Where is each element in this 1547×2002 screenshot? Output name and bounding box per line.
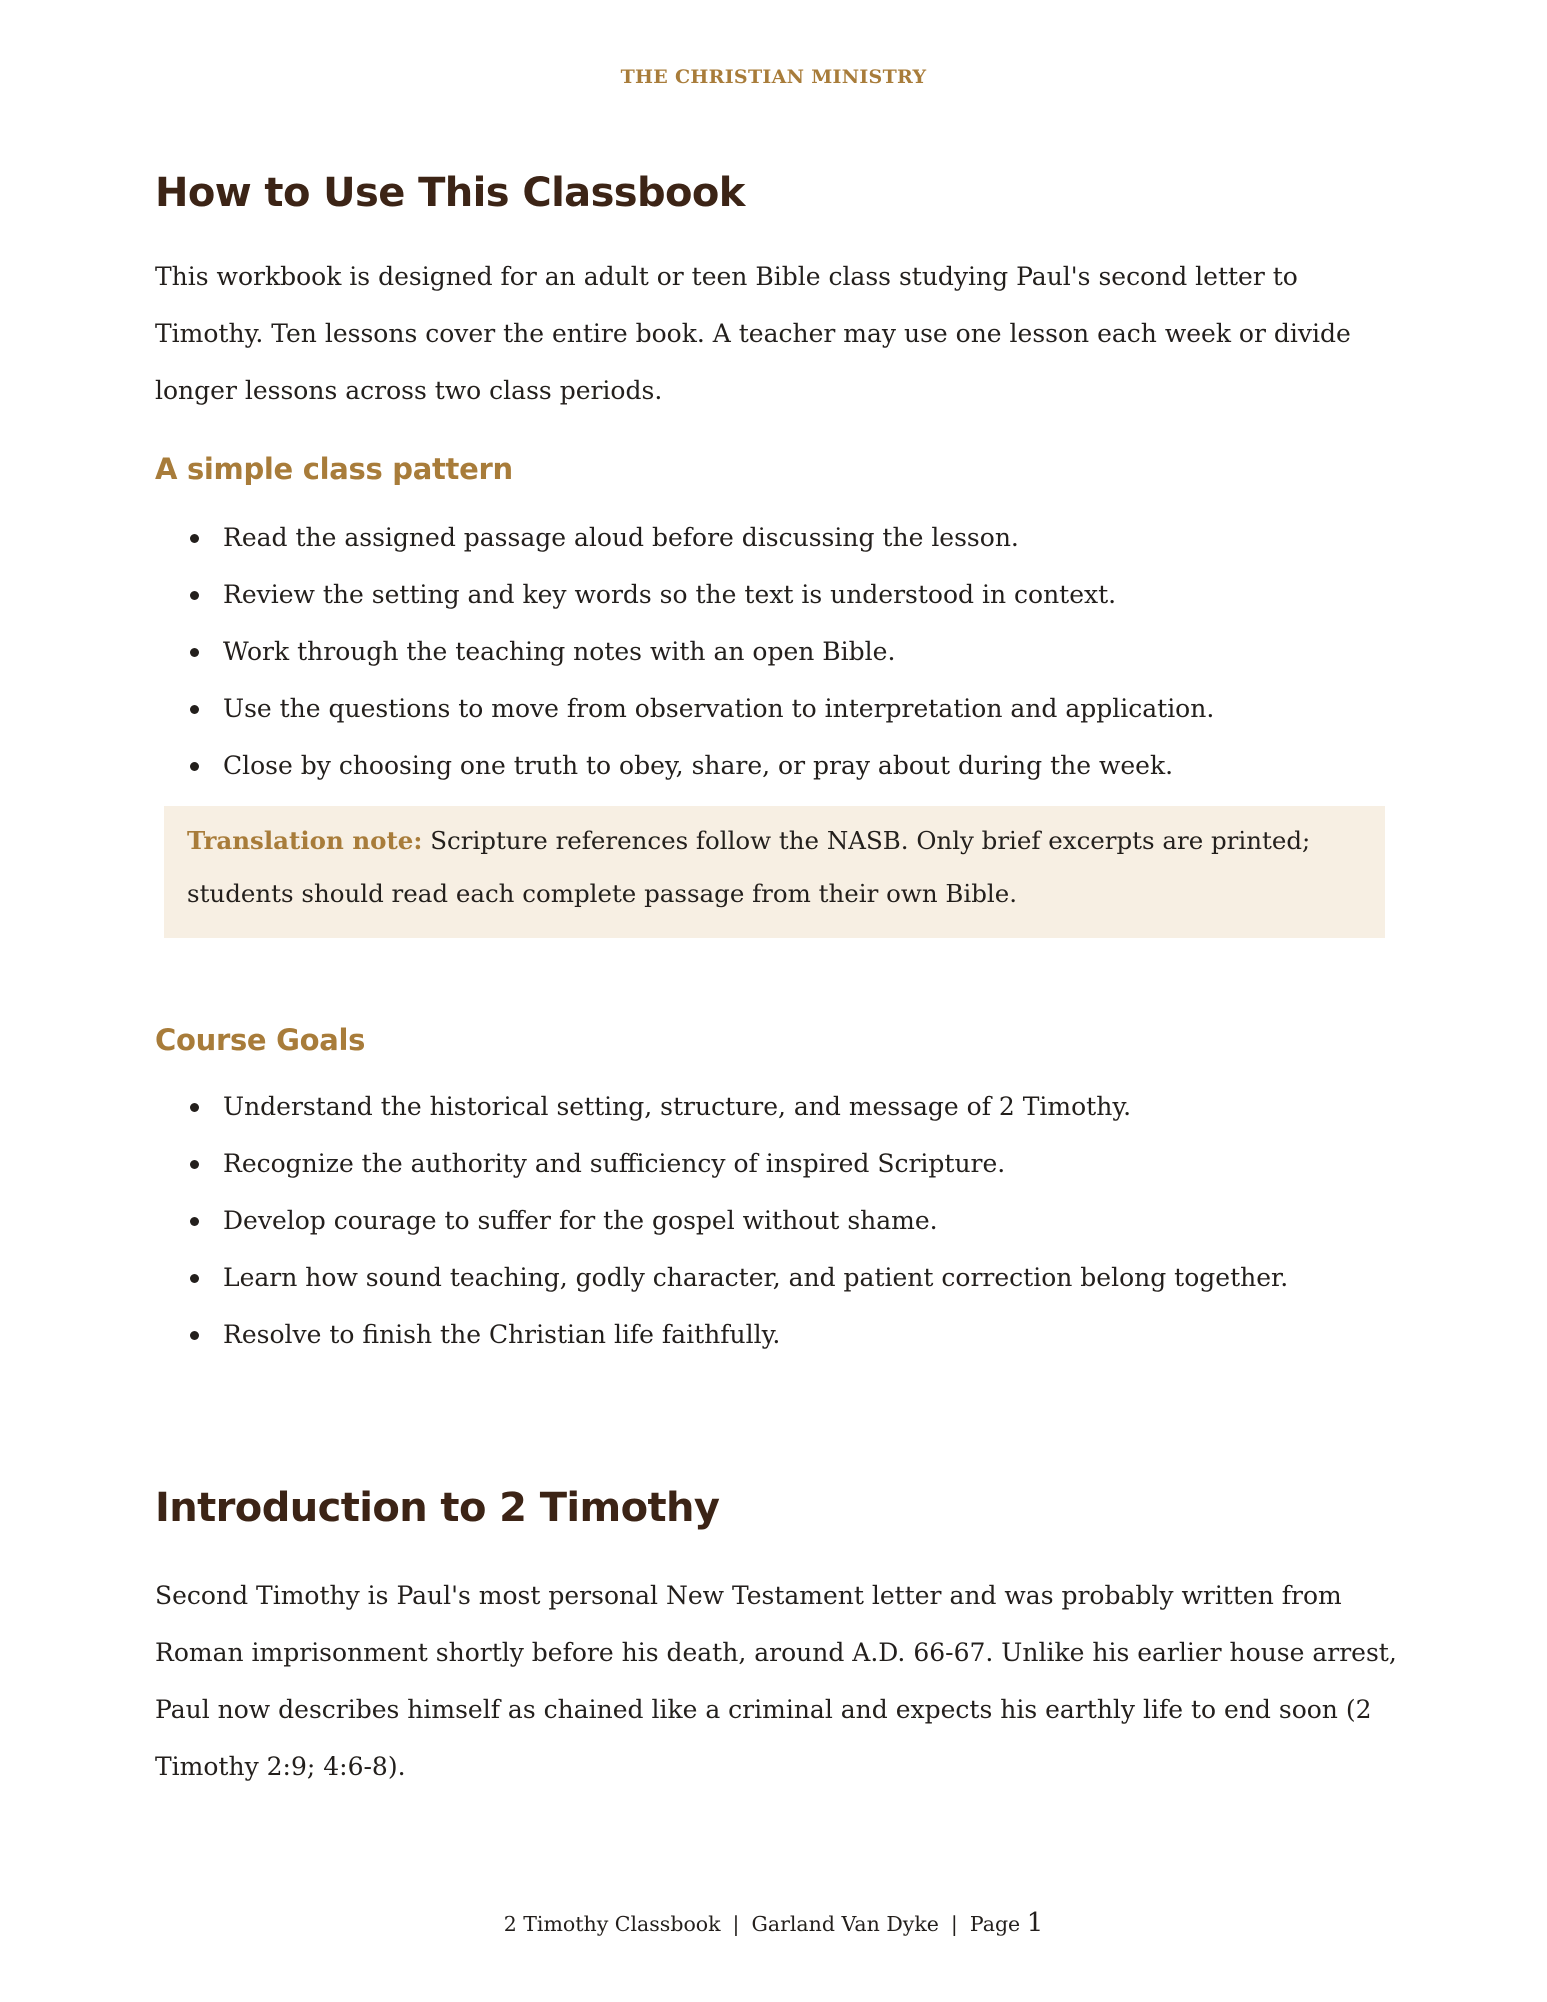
- footer-page-label: Page: [969, 1912, 1021, 1936]
- page-footer: [0, 1908, 1547, 1938]
- footer-author: Garland Van Dyke: [751, 1912, 939, 1936]
- list-item: Read the assigned passage aloud before discussing the lesson.: [155, 509, 1400, 566]
- footer-separator: |: [950, 1912, 958, 1936]
- footer-book-title: 2 Timothy Classbook: [503, 1912, 721, 1936]
- class-pattern-list: [155, 509, 1400, 794]
- list-item: Develop courage to suffer for the gospel without shame.: [155, 1192, 1400, 1249]
- course-goals-list: [155, 1078, 1400, 1363]
- list-item: Use the questions to move from observation to interpretation and application.: [155, 680, 1400, 737]
- list-item: Review the setting and key words so the text is understood in context.: [155, 566, 1400, 623]
- list-item: Close by choosing one truth to obey, share, or pray about during the week.: [155, 737, 1400, 794]
- page-content: [155, 160, 1400, 1795]
- translation-note: [187, 814, 1363, 920]
- footer-page-number: 1: [1026, 1908, 1044, 1938]
- class-pattern-heading: A simple class pattern: [155, 452, 513, 486]
- course-goals-heading: Course Goals: [155, 1023, 366, 1057]
- introduction-paragraph: Second Timothy is Paul's most personal New Testament letter and was probably written from Roman imprisonment shortly before his death, around A.D. 66-67. Unlike his earlier house arrest, Paul now describes himself as chained like a criminal and expects his earthly life to end soon (2 Timothy 2:9; 4:6-8).: [155, 1581, 1397, 1781]
- intro-paragraph: This workbook is designed for an adult or teen Bible class studying Paul's second letter to Timothy. Ten lessons cover the entire book. A teacher may use one lesson each week or divide longer lessons across two class periods.: [155, 262, 1351, 405]
- translation-note-label: Translation note:: [187, 826, 423, 855]
- list-item: Recognize the authority and sufficiency of inspired Scripture.: [155, 1135, 1400, 1192]
- list-item: Understand the historical setting, structure, and message of 2 Timothy.: [155, 1078, 1400, 1135]
- list-item: Resolve to finish the Christian life faithfully.: [155, 1306, 1400, 1363]
- translation-note-box: [164, 806, 1385, 938]
- footer-separator: |: [732, 1912, 740, 1936]
- list-item: Work through the teaching notes with an open Bible.: [155, 623, 1400, 680]
- section-title-how-to-use: How to Use This Classbook: [155, 170, 745, 216]
- list-item: Learn how sound teaching, godly character, and patient correction belong together.: [155, 1249, 1400, 1306]
- running-header: THE CHRISTIAN MINISTRY: [620, 66, 927, 88]
- section-title-introduction: Introduction to 2 Timothy: [155, 1485, 720, 1531]
- translation-note-text: Scripture references follow the NASB. Only brief excerpts are printed; students should read each complete passage from their own Bible.: [187, 826, 1311, 908]
